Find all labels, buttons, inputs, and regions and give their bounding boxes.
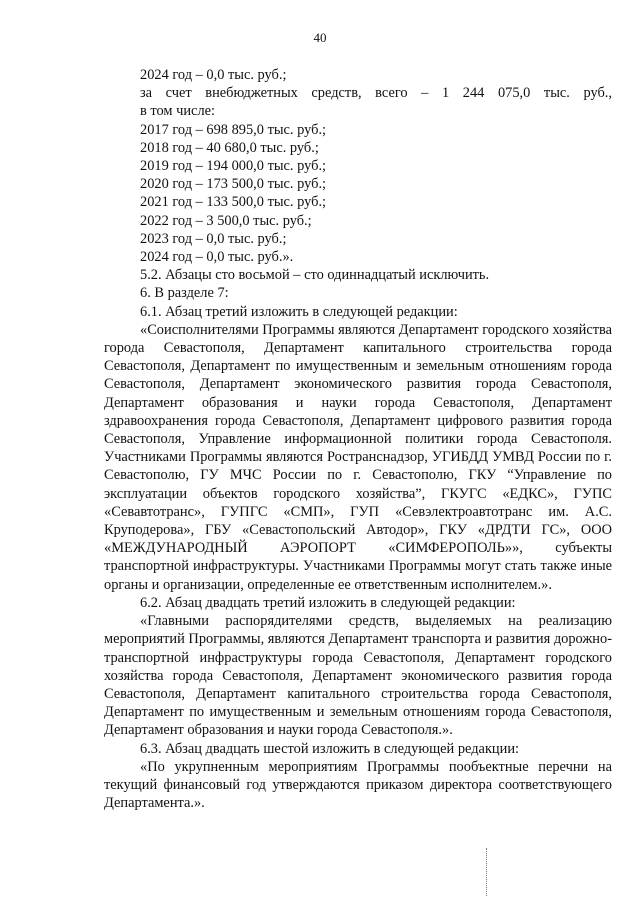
paragraph-6-1: «Соисполнителями Программы являются Департамент городского хозяйства города Севастополя, Департамент капитального строительства города Севастополя, Департамент по имущественным и земельным отношениям города Севастополя, Департамент экономического развития города Севастополя, Департамент образования и науки города Севастополя, Департамент здравоохранения города Севастополя, Департамент цифрового развития города Севастополя, Управление информационной политики города Севастополя. Участниками Программы являются Ространснадзор, УГИБДД УМВД России по г. Севастополю, ГУ МЧС России по г. Севастополю, ГКУ “Управление по эксплуатации объектов городского хозяйства”, ГКУГС «ЕДКС», ГУПС «Севавтотранс», ГУПГС «СМП», ГУП «Севэлектроавтотранс им. А.С. Круподерова», ГБУ «Севастопольский Автодор», ГКУ «ДРДТИ ГС», ООО «МЕЖДУНАРОДНЫЙ АЭРОПОРТ «СИМФЕРОПОЛЬ»», субъекты транспортной инфраструктуры. Участниками Программы могут стать также иные органы и организации, определенные ее ответственным исполнителем.». [104,321,612,593]
text-line: 5.2. Абзацы сто восьмой – сто одиннадцатый исключить. [140,267,490,284]
text-line: 2020 год – 173 500,0 тыс. руб.; [140,176,327,193]
text-line: 2022 год – 3 500,0 тыс. руб.; [140,212,312,229]
text-line: 2019 год – 194 000,0 тыс. руб.; [140,158,327,175]
page-number: 40 [313,30,327,45]
paragraph-6-2: «Главными распорядителями средств, выделяемых на реализацию мероприятий Программы, являются Департамент транспорта и развития дорожно-транспортной инфраструктуры города Севастополя, Департамент городского хозяйства города Севастополя, Департамент экономического развития города Севастополя, Департамент капитального строительства города Севастополя, Департамент по имущественным и земельным отношениям города Севастополя, Департамент образования и науки города Севастополя.». [104,613,612,739]
heading-6-3: 6.3. Абзац двадцать шестой изложить в следующей редакции: [140,740,520,757]
text-line: 2024 год – 0,0 тыс. руб.». [140,249,294,266]
text-line: 6. В разделе 7: [140,285,229,302]
text-line: 6.1. Абзац третий изложить в следующей редакции: [140,303,458,320]
text-line: 2018 год – 40 680,0 тыс. руб.; [140,139,319,156]
text-line: 2024 год – 0,0 тыс. руб.; [140,67,287,83]
text-line: 2021 год – 133 500,0 тыс. руб.; [140,194,327,211]
text-line: в том числе: [140,103,216,120]
paragraph-6-3: «По укрупненным мероприятиям Программы пообъектные перечни на текущий финансовый год утверждаются приказом директора соответствующего Департамента.». [104,758,612,812]
text-line: 2017 год – 698 895,0 тыс. руб.; [140,121,327,138]
heading-6-2: 6.2. Абзац двадцать третий изложить в следующей редакции: [140,594,516,611]
document-body [104,66,612,812]
dotted-margin-mark [486,848,488,896]
text-line: 2023 год – 0,0 тыс. руб.; [140,230,287,247]
text-line: за счет внебюджетных средств, всего – 1 244 075,0 тыс. руб., [140,85,612,102]
